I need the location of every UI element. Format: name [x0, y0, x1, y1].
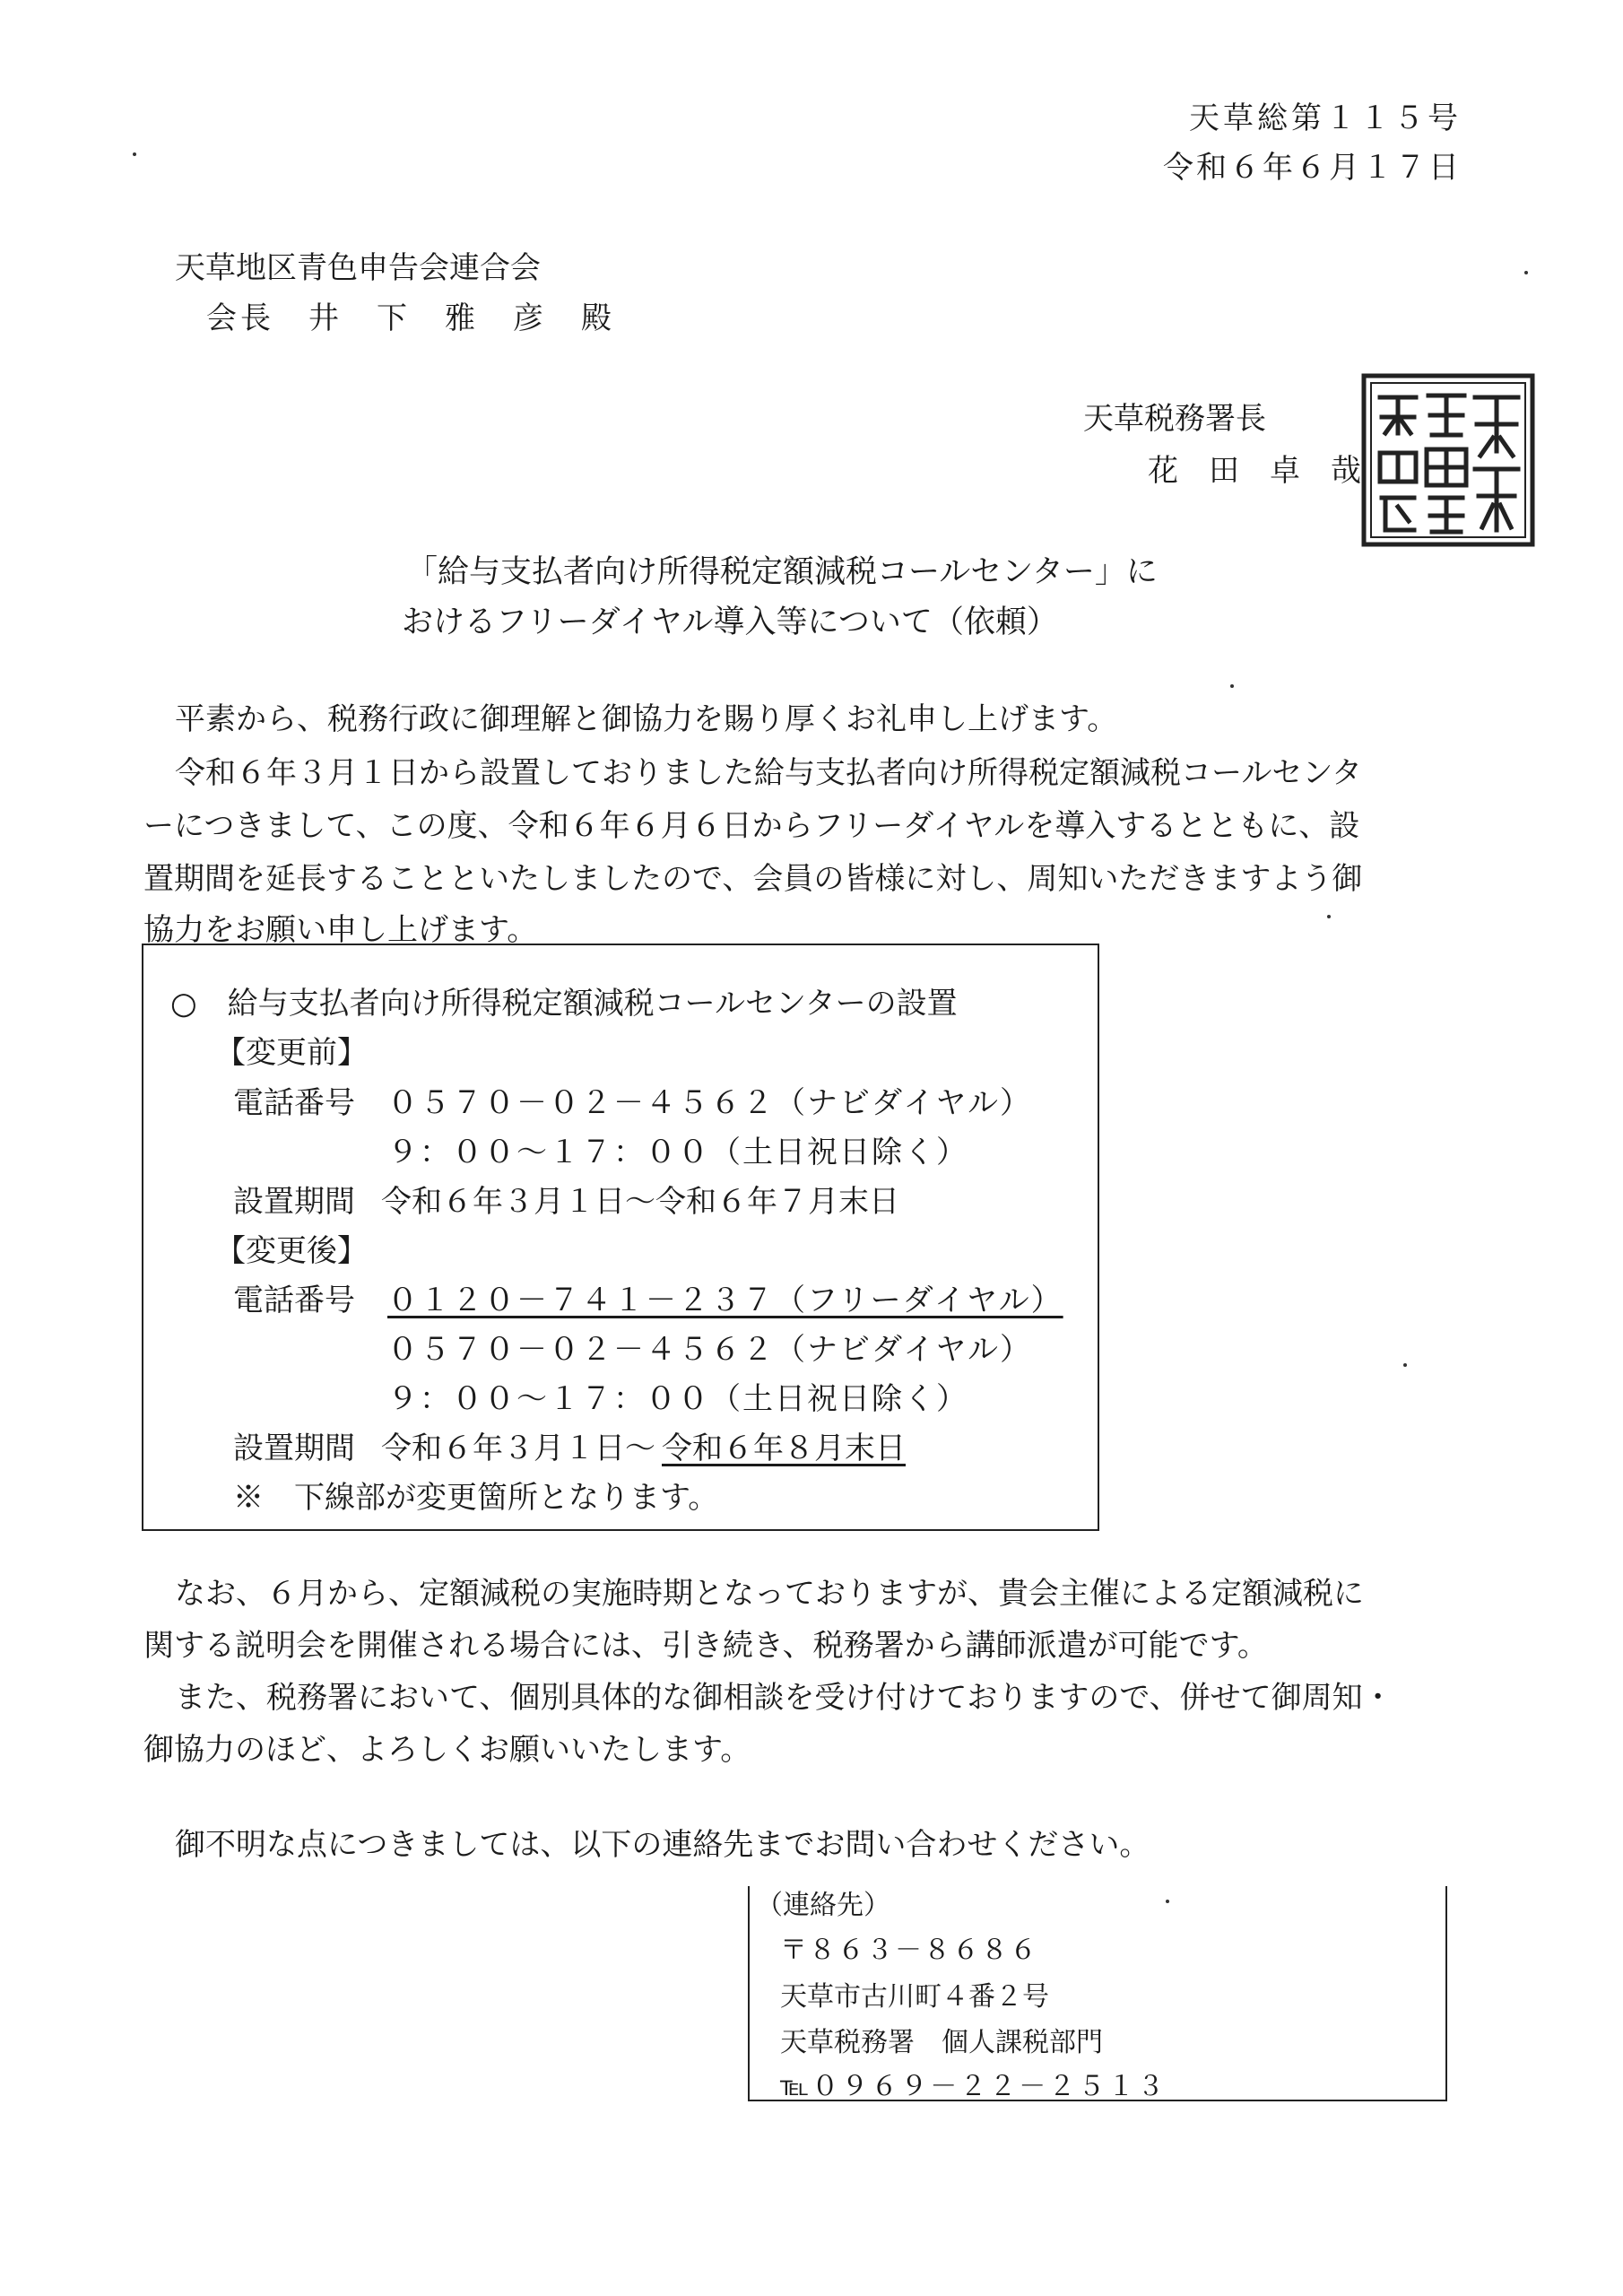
scan-speck — [1230, 684, 1234, 688]
before-period: 令和６年３月１日～令和６年７月末日 — [381, 1184, 899, 1220]
before-change-label: 【変更前】 — [215, 1035, 368, 1071]
after-phone-label: 電話番号 — [233, 1283, 355, 1318]
title-line-2: おけるフリーダイヤル導入等について（依頼） — [402, 604, 1058, 640]
contact-telephone: ℡０９６９－２２－２５１３ — [780, 2071, 1167, 2102]
infobox-heading: ○ 給与支払者向け所得税定額減税コールセンターの設置 — [170, 986, 958, 1022]
scan-speck — [1327, 915, 1331, 918]
before-phone-number: ０５７０－０２－４５６２（ナビダイヤル） — [387, 1085, 1032, 1121]
body-paragraph-5: 御不明な点につきましては、以下の連絡先までお問い合わせください。 — [175, 1827, 1150, 1863]
body-paragraph-4-line-2: 御協力のほど、よろしくお願いいたします。 — [143, 1732, 751, 1768]
before-phone-label: 電話番号 — [233, 1085, 355, 1121]
after-period-end: 令和６年８月末日 — [662, 1431, 906, 1466]
contact-address: 天草市古川町４番２号 — [780, 1981, 1049, 2013]
sender-title: 天草税務署長 — [1083, 401, 1266, 437]
document-date: 令和６年６月１７日 — [1163, 150, 1462, 186]
contact-office: 天草税務署 個人課税部門 — [780, 2027, 1103, 2058]
after-phone-navi-dial: ０５７０－０２－４５６２（ナビダイヤル） — [387, 1332, 1032, 1368]
body-paragraph-2-line-2: ーにつきまして、この度、令和６年６月６日からフリーダイヤルを導入するとともに、設 — [143, 808, 1360, 844]
seal-icon — [1358, 370, 1538, 550]
body-paragraph-1: 平素から、税務行政に御理解と御協力を賜り厚くお礼申し上げます。 — [175, 701, 1118, 737]
body-paragraph-4-line-1: また、税務署において、個別具体的な御相談を受け付けておりますので、併せて御周知・ — [175, 1680, 1393, 1716]
sender-name: 花 田 卓 哉 — [1148, 453, 1361, 489]
scan-speck — [1403, 1363, 1407, 1367]
scan-speck — [1166, 1900, 1169, 1903]
addressee-person: 会長 井 下 雅 彦 殿 — [206, 300, 615, 336]
scan-speck — [1524, 271, 1528, 274]
after-change-label: 【変更後】 — [215, 1233, 368, 1269]
contact-postal-code: 〒８６３－８６８６ — [780, 1935, 1038, 1966]
official-seal-stamp — [1358, 370, 1538, 550]
title-line-1: 「給与支払者向け所得税定額減税コールセンター」に — [406, 554, 1158, 590]
body-paragraph-2-line-4: 協力をお願い申し上げます。 — [143, 912, 538, 948]
body-paragraph-2-line-3: 置期間を延長することといたしましたので、会員の皆様に対し、周知いただきますよう御 — [143, 861, 1363, 897]
after-phone-free-dial: ０１２０－７４１－２３７（フリーダイヤル） — [387, 1283, 1063, 1318]
document-number: 天草総第１１５号 — [1189, 100, 1462, 136]
addressee-organization: 天草地区青色申告会連合会 — [175, 250, 541, 286]
before-period-label: 設置期間 — [233, 1184, 355, 1220]
body-paragraph-3-line-1: なお、６月から、定額減税の実施時期となっておりますが、貴会主催による定額減税に — [175, 1576, 1364, 1612]
body-paragraph-3-line-2: 関する説明会を開催される場合には、引き続き、税務署から講師派遣が可能です。 — [143, 1628, 1268, 1664]
infobox-note: ※ 下線部が変更箇所となります。 — [233, 1480, 719, 1516]
after-period-start: 令和６年３月１日～ — [381, 1431, 655, 1466]
before-hours: ９：００～１７：００（土日祝日除く） — [387, 1135, 968, 1170]
after-period-label: 設置期間 — [233, 1431, 355, 1466]
contact-label: （連絡先） — [756, 1890, 890, 1921]
body-paragraph-2-line-1: 令和６年３月１日から設置しておりました給与支払者向け所得税定額減税コールセンタ — [175, 755, 1362, 791]
scan-speck — [133, 152, 136, 156]
after-hours: ９：００～１７：００（土日祝日除く） — [387, 1381, 968, 1417]
